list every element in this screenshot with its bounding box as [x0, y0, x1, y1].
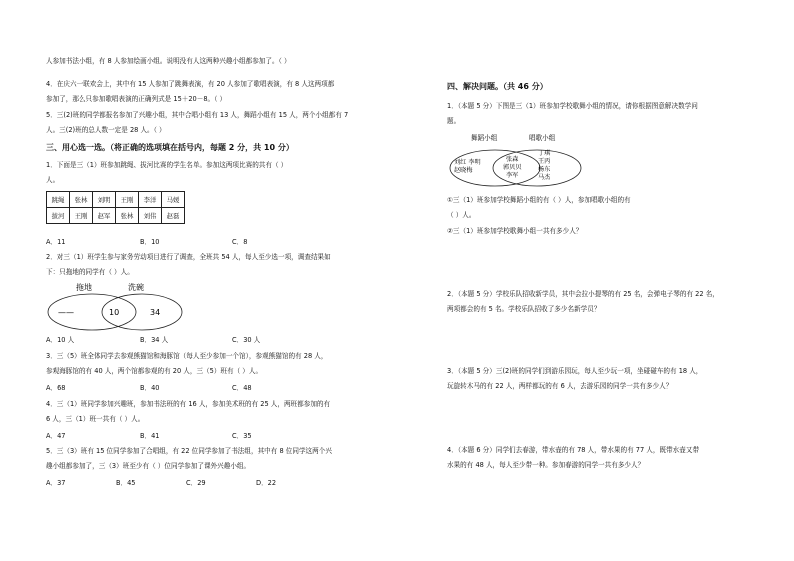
venn-sing-title: 唱歌小组 — [529, 134, 556, 142]
table-cell: 跳绳 — [47, 192, 70, 208]
choice-3-option-b[interactable]: B．40 — [140, 384, 160, 392]
tf-question-5-line1: 5．三(2)班的同学都报名参加了兴趣小组，其中合唱小组有 13 人，舞蹈小组有 15 人，两个小组都有 7 — [46, 111, 349, 119]
choice-2-option-b[interactable]: B．34 人 — [140, 336, 169, 344]
venn-dance-sing — [447, 131, 587, 191]
venn-sing-name: 杨东 — [538, 166, 551, 173]
table-cell: 赵军 — [93, 208, 116, 224]
venn-sing-name: 马杰 — [538, 174, 551, 181]
choice-5-option-a[interactable]: A．37 — [46, 479, 66, 487]
section-3-heading: 三、用心选一选。（将正确的选项填在括号内，每题 2 分，共 10 分） — [46, 143, 294, 152]
problem-3-line2: 玩旋转木马的有 22 人，两样都玩的有 6 人，去游乐园的同学一共有多少人？ — [447, 382, 673, 390]
venn-center-value: 10 — [109, 308, 120, 317]
venn-both-name: 李军 — [506, 172, 519, 179]
choice-5-line1: 5．三（3）班有 15 位同学参加了合唱组，有 22 位同学参加了书法组，其中有 8 位同学这两个兴 — [46, 447, 332, 455]
venn-right-label: 洗碗 — [128, 283, 144, 292]
problem-1-sub2: ②三（1）班参加学校歌舞小组一共有多少人？ — [447, 227, 583, 235]
venn-dance-name: 刘红 李明 — [454, 159, 481, 166]
tf-question-4-line2: 参加了，那么只参加歌唱表演的正确列式是 15＋20－8。（ ） — [46, 95, 227, 103]
table-row — [47, 192, 185, 208]
problem-1-line2: 题。 — [447, 117, 461, 125]
venn-mop-wash — [46, 281, 196, 331]
table-cell: 刘伟 — [139, 208, 162, 224]
problem-3-line1: 3．（本题 5 分）三(2)班的同学们到游乐园玩，每人至少玩一项，坐碰碰车的有 18 人， — [447, 367, 703, 375]
choice-1-option-b[interactable]: B．10 — [140, 238, 160, 246]
venn-right-value: 34 — [150, 308, 161, 317]
venn-sing-name: 王丙 — [538, 158, 551, 165]
choice-5-option-b[interactable]: B．45 — [116, 479, 136, 487]
problem-1-line1: 1．（本题 5 分）下图是三（1）班参加学校歌舞小组的情况，请你根据图意解决数学问 — [447, 102, 698, 110]
table-cell: 拔河 — [47, 208, 70, 224]
choice-1-line2: 人。 — [46, 176, 60, 184]
venn-both-name: 郭贝贝 — [503, 164, 522, 171]
choice-5-line2: 趣小组都参加了，三（3）班至少有（ ）位同学参加了课外兴趣小组。 — [46, 462, 251, 470]
choice-5-option-d[interactable]: D．22 — [256, 479, 277, 487]
section-4-heading: 四、解决问题。（共 46 分） — [447, 82, 548, 91]
problem-2-line2: 两项都会的有 5 名。学校乐队招收了多少名新学员？ — [447, 305, 601, 313]
table-cell: 张林 — [116, 208, 139, 224]
choice-4-line2: 6 人，三（1）班一共有（ ）人。 — [46, 415, 145, 423]
table-cell: 张林 — [70, 192, 93, 208]
table-cell: 赵磊 — [162, 208, 185, 224]
table-cell: 马媛 — [162, 192, 185, 208]
choice-2-line1: 2．对三（1）班学生参与家务劳动项目进行了调查，全班共 54 人，每人至少选一项，调查结果如 — [46, 253, 331, 261]
venn-dance-name: 赵晓梅 — [454, 167, 473, 174]
venn-left-value: —— — [58, 308, 74, 317]
venn-left-label: 拖地 — [76, 283, 92, 292]
tf-continuation: 人参加书法小组，有 8 人参加绘画小组。说明没有人这两种兴趣小组都参加了。（ ） — [46, 57, 291, 65]
choice-5-option-c[interactable]: C．29 — [186, 479, 206, 487]
table-cell: 王刚 — [116, 192, 139, 208]
problem-1-sub1-line2: （ ）人。 — [447, 211, 476, 219]
choice-3-option-a[interactable]: A．68 — [46, 384, 66, 392]
choice-1-option-c[interactable]: C．8 — [232, 238, 248, 246]
problem-1-sub1-line1: ①三（1）班参加学校舞蹈小组的有（ ）人，参加唱歌小组的有 — [447, 196, 631, 204]
table-cell: 李洋 — [139, 192, 162, 208]
venn-sing-name: 丁琪 — [538, 150, 551, 157]
venn-dance-title: 舞蹈小组 — [471, 134, 498, 142]
choice-4-option-c[interactable]: C．35 — [232, 432, 252, 440]
choice-4-option-a[interactable]: A．47 — [46, 432, 66, 440]
tf-question-4-line1: 4．在庆六一联欢会上，其中有 15 人参加了跳舞表演，有 20 人参加了歌唱表演，有 8 人这两项都 — [46, 80, 335, 88]
problem-4-line2: 水果的有 48 人，每人至少带一种。参加春游的同学一共有多少人？ — [447, 461, 645, 469]
table-cell: 刘明 — [93, 192, 116, 208]
choice-1-line1: 1．下面是三（1）班参加跳绳、拔河比赛的学生名单。参加这两项比赛的共有（ ） — [46, 161, 288, 169]
choice-2-option-a[interactable]: A．10 人 — [46, 336, 75, 344]
name-list-table — [46, 191, 185, 224]
choice-4-option-b[interactable]: B．41 — [140, 432, 160, 440]
choice-3-option-c[interactable]: C．48 — [232, 384, 252, 392]
table-row — [47, 208, 185, 224]
choice-3-line2: 参观海豚馆的有 40 人，两个馆都参观的有 20 人，三（5）班有（ ）人。 — [46, 367, 263, 375]
choice-2-option-c[interactable]: C．30 人 — [232, 336, 261, 344]
problem-2-line1: 2．（本题 5 分）学校乐队招收新学员，其中会拉小提琴的有 25 名，会弹电子琴的有 22 名， — [447, 290, 719, 298]
choice-3-line1: 3．三（5）班全体同学去参观熊猫馆和海豚馆（每人至少参加一个馆），参观熊猫馆的有 28 人， — [46, 352, 328, 360]
problem-4-line1: 4．（本题 6 分）同学们去春游，带水壶的有 78 人，带水果的有 77 人，既带水壶又带 — [447, 446, 700, 454]
tf-question-5-line2: 人。三(2)班的总人数一定是 28 人。（ ） — [46, 126, 166, 134]
venn-both-name: 张森 — [506, 156, 519, 163]
table-cell: 王刚 — [70, 208, 93, 224]
choice-1-option-a[interactable]: A．11 — [46, 238, 66, 246]
choice-4-line1: 4．三（1）班同学参加兴趣班，参加书法班的有 16 人，参加美术班的有 25 人，两班都参加的有 — [46, 400, 331, 408]
choice-2-line2: 下：只拖地的同学有（ ）人。 — [46, 268, 134, 276]
